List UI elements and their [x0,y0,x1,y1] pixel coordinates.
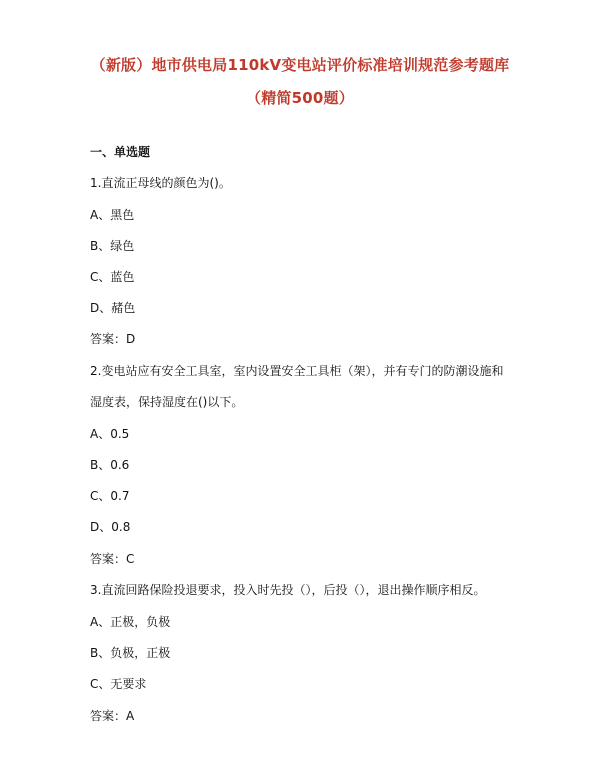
question-1-stem: 1.直流正母线的颜色为()。 [90,176,231,190]
question-3-option-c: C、无要求 [90,677,147,691]
question-2-answer: 答案：C [90,552,135,566]
question-2-stem-line-1: 2.变电站应有安全工具室，室内设置安全工具柜（架），并有专门的防潮设施和 [90,364,504,378]
question-1-option-d: D、赭色 [90,301,136,315]
question-2-option-c: C、0.7 [90,489,130,503]
question-3-option-a: A、正极，负极 [90,615,171,629]
question-2-option-a: A、0.5 [90,427,130,441]
question-3-option-b: B、负极，正极 [90,646,171,660]
question-2-option-b: B、0.6 [90,458,130,472]
question-1-option-a: A、黑色 [90,208,135,222]
question-2-option-d: D、0.8 [90,520,131,534]
question-3-answer: 答案：A [90,709,135,723]
question-1-answer: 答案：D [90,332,136,346]
document-subtitle: （精简500题） [246,89,354,107]
section-heading: 一、单选题 [90,145,151,159]
question-1-option-c: C、蓝色 [90,270,135,284]
question-1-option-b: B、绿色 [90,239,135,253]
document-title: （新版）地市供电局110kV变电站评价标准培训规范参考题库 [90,56,510,74]
question-2-stem-line-2: 湿度表，保持湿度在()以下。 [90,395,244,409]
question-3-stem: 3.直流回路保险投退要求，投入时先投（），后投（），退出操作顺序相反。 [90,583,486,597]
